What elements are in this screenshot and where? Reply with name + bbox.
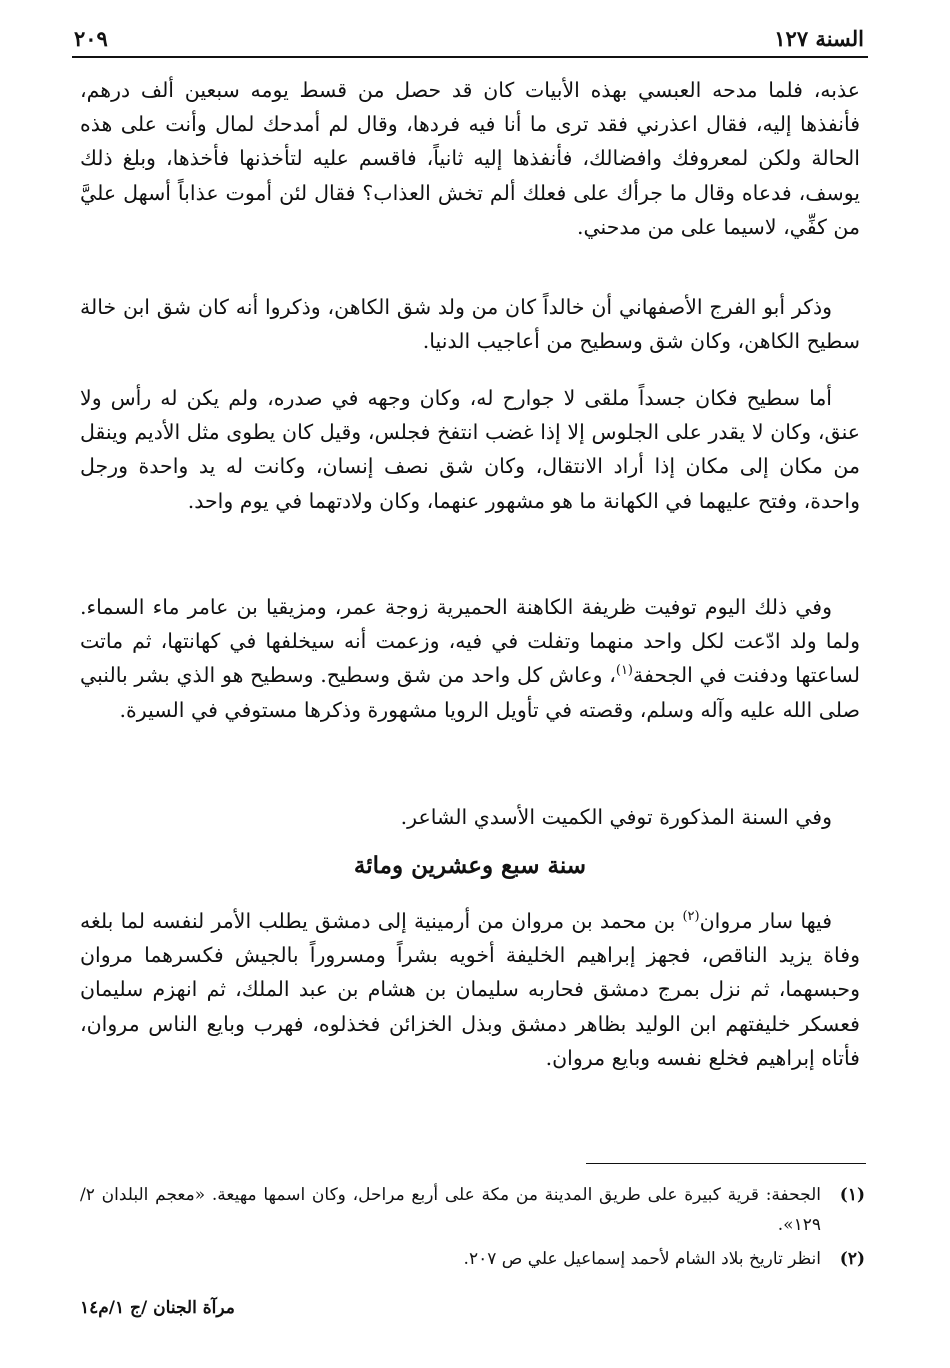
footnote-2 (80, 1244, 865, 1274)
paragraph-text: وفي ذلك اليوم توفيت ظريفة الكاهنة الحميرية زوجة عمر، ومزيقيا بن عامر ماء السماء. ولما ولد ادّعت لكل واحد منهما وتفلت في فيه، وزعمت أنه سيخلفها في كهانتها، ثم ماتت لساعتها ودفنت في الجحفة (80, 595, 860, 688)
paragraph-text: أما سطيح فكان جسداً ملقى لا جوارح له، وكان وجهه في صدره، ولم يكن له رأس ولا عنق، وكان لا يقدر على الجلوس إلا إذا غضب انتفخ فجلس، وقيل كان يطوى مثل الأديم وينقل من مكان إلى مكان إذا أراد الانتقال، وكان شق نصف إنسان، وكانت له يد واحدة ورجل واحدة، وفتح عليهما في الكهانة ما هو مشهور عنهما، وكان ولادتهما في يوم واحد. (80, 386, 860, 513)
footnote-number: (٢) (839, 1249, 865, 1269)
paragraph-text: وذكر أبو الفرج الأصفهاني أن خالداً كان من ولد شق الكاهن، وذكروا أنه كان شق ابن خالة سطيح الكاهن، وكان شق وسطيح من أعاجيب الدنيا. (80, 295, 860, 354)
footnote-separator (586, 1163, 866, 1164)
footnote-text: الجحفة: قرية كبيرة على طريق المدينة من مكة على أربع مراحل، وكان اسمها مهيعة. «معجم البلدان ٢/ ١٢٩». (80, 1185, 821, 1235)
header-rule (72, 56, 868, 58)
paragraph-text: ، وعاش كل واحد من شق وسطيح. وسطيح هو الذي بشر بالنبي صلى الله عليه وآله وسلم، وقصته في تأويل الرويا مشهورة وذكرها مستوفي في السيرة. (80, 663, 860, 722)
paragraph-text: وفي السنة المذكورة توفي الكميت الأسدي الشاعر. (400, 805, 832, 829)
running-head (74, 26, 864, 56)
running-head-title: السنة ١٢٧ (774, 26, 864, 51)
footnote-text: انظر تاريخ بلاد الشام لأحمد إسماعيل علي ص ٢٠٧. (463, 1249, 821, 1269)
section-heading: سنة سبع وعشرين ومائة (353, 852, 587, 879)
footnotes (80, 1180, 865, 1278)
paragraph (80, 381, 860, 518)
paragraph-text: بن محمد بن مروان من أرمينية إلى دمشق يطلب الأمر لنفسه لما بلغه وفاة يزيد الناقص، فجهز إبراهيم الخليفة أخويه بشراً ومسروراً بالجيش فكسرهما مروان وحبسهما، ثم نزل بمرج دمشق فحاربه سليمان بن هشام بن عبد الملك، ثم انهزم سليمان فعسكر خليفتهم ابن الوليد بظاهر دمشق وبذل الخزائن فخذلوه، فهرب وبايع الناس مروان، فأتاه إبراهيم فخلع نفسه وبايع مروان. (80, 909, 860, 1070)
paragraph (80, 73, 860, 244)
paragraph-text: فيها سار مروان (699, 909, 833, 933)
paragraph (80, 290, 860, 358)
paragraph-text: عذبه، فلما مدحه العبسي بهذه الأبيات كان قد حصل من قسط يومه سبعين ألف درهم، فأنفذها إليه، فقال اعذرني فقد ترى ما أنا فيه فردها، وقال لم أمدحك لمال وأنت على هذه الحالة ولكن لمعروفك وافضالك، فأنفذها إليه ثانياً، فاقسم عليه لتأخذنها فأخذها، وبلغ ذلك يوسف، فدعاه وقال ما جرأك على فعلك ألم تخش العذاب؟ فقال لئن أموت عذاباً أسهل عليَّ من كفِّي، لاسيما على من مدحني. (80, 78, 860, 239)
paragraph (80, 590, 860, 727)
printer-signature: مرآة الجنان /ج ١/م١٤ (80, 1298, 235, 1318)
footnote-number: (١) (839, 1185, 865, 1205)
paragraph (80, 800, 860, 834)
page-number: ٢٠٩ (74, 26, 108, 51)
footnote-reference-1[interactable]: (١) (615, 663, 633, 679)
footnote-reference-2[interactable]: (٢) (682, 909, 700, 925)
footnote-1 (80, 1180, 865, 1240)
paragraph (80, 904, 860, 1075)
